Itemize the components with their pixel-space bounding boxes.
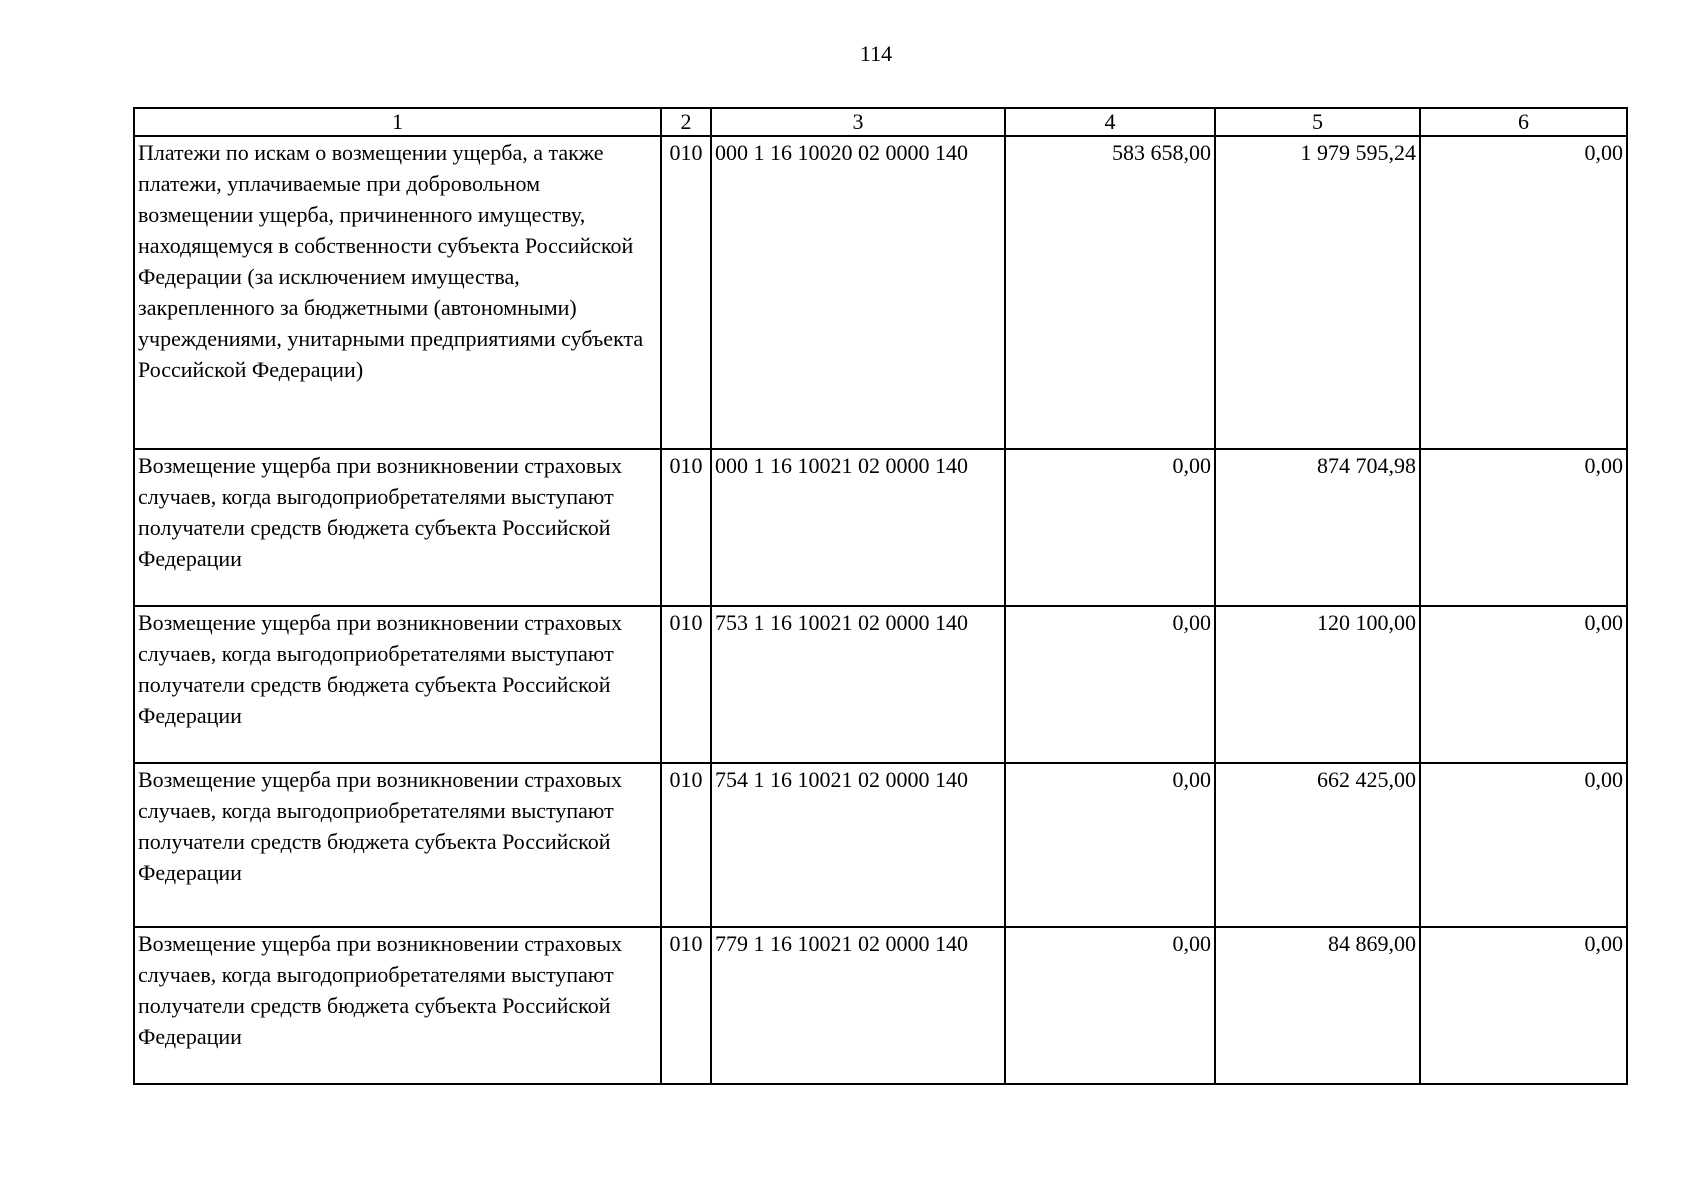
- row-kbk: 000 1 16 10021 02 0000 140: [711, 449, 1005, 606]
- row-name: Платежи по искам о возмещении ущерба, а также платежи, уплачиваемые при добровольном возмещении ущерба, причиненного имуществу, находящемуся в собственности субъекта Российской Федерации (за исключением имущества, закрепленного за бюджетными (автономными) учреждениями, унитарными предприятиями субъекта Российской Федерации): [134, 136, 661, 449]
- header-col-1: 1: [134, 108, 661, 136]
- row-col4: 583 658,00: [1005, 136, 1215, 449]
- row-name: Возмещение ущерба при возникновении страховых случаев, когда выгодоприобретателями выступают получатели средств бюджета субъекта Российской Федерации: [134, 927, 661, 1084]
- row-code: 010: [661, 449, 711, 606]
- row-code: 010: [661, 136, 711, 449]
- row-name: Возмещение ущерба при возникновении страховых случаев, когда выгодоприобретателями выступают получатели средств бюджета субъекта Российской Федерации: [134, 606, 661, 763]
- table-row: [134, 763, 1627, 927]
- row-col5: 120 100,00: [1215, 606, 1420, 763]
- row-col5: 1 979 595,24: [1215, 136, 1420, 449]
- row-col6: 0,00: [1420, 449, 1627, 606]
- row-code: 010: [661, 763, 711, 927]
- page-number: 114: [859, 41, 893, 66]
- row-name: Возмещение ущерба при возникновении страховых случаев, когда выгодоприобретателями выступают получатели средств бюджета субъекта Российской Федерации: [134, 449, 661, 606]
- row-col6: 0,00: [1420, 136, 1627, 449]
- header-col-5: 5: [1215, 108, 1420, 136]
- row-col5: 662 425,00: [1215, 763, 1420, 927]
- row-kbk: 753 1 16 10021 02 0000 140: [711, 606, 1005, 763]
- row-name: Возмещение ущерба при возникновении страховых случаев, когда выгодоприобретателями выступают получатели средств бюджета субъекта Российской Федерации: [134, 763, 661, 927]
- row-col5: 84 869,00: [1215, 927, 1420, 1084]
- table-row: [134, 449, 1627, 606]
- row-col6: 0,00: [1420, 927, 1627, 1084]
- header-col-3: 3: [711, 108, 1005, 136]
- table-header-row: [134, 108, 1627, 136]
- row-col6: 0,00: [1420, 763, 1627, 927]
- row-col4: 0,00: [1005, 449, 1215, 606]
- row-code: 010: [661, 927, 711, 1084]
- row-kbk: 779 1 16 10021 02 0000 140: [711, 927, 1005, 1084]
- row-col4: 0,00: [1005, 763, 1215, 927]
- row-col4: 0,00: [1005, 927, 1215, 1084]
- revenue-table: [133, 107, 1628, 1085]
- row-col4: 0,00: [1005, 606, 1215, 763]
- row-kbk: 000 1 16 10020 02 0000 140: [711, 136, 1005, 449]
- row-code: 010: [661, 606, 711, 763]
- row-kbk: 754 1 16 10021 02 0000 140: [711, 763, 1005, 927]
- table-row: [134, 136, 1627, 449]
- header-col-2: 2: [661, 108, 711, 136]
- row-col6: 0,00: [1420, 606, 1627, 763]
- row-col5: 874 704,98: [1215, 449, 1420, 606]
- header-col-4: 4: [1005, 108, 1215, 136]
- header-col-6: 6: [1420, 108, 1627, 136]
- table-row: [134, 606, 1627, 763]
- table-row: [134, 927, 1627, 1084]
